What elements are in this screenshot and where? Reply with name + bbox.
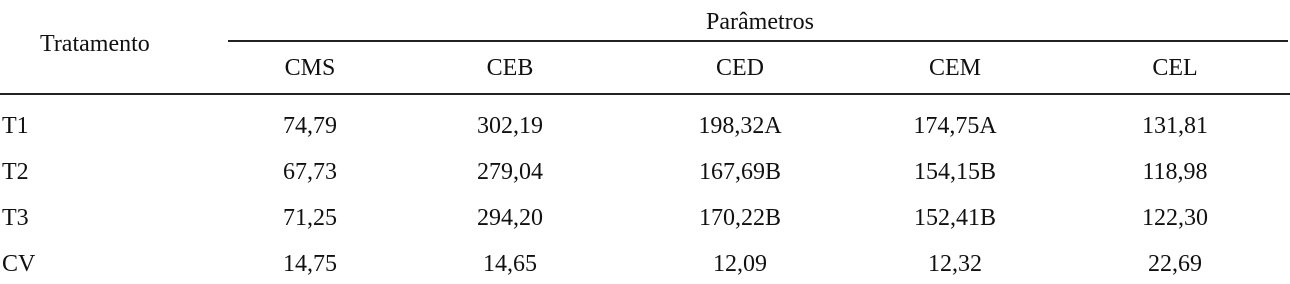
table-cell: 131,81 [1142,113,1208,139]
table-cell: 154,15B [913,159,996,185]
column-header-cem: CEM [928,55,981,81]
table-cell: 74,79 [283,113,337,139]
table-cell: 170,22B [698,205,781,231]
table-cell: 12,09 [713,251,767,277]
table-cell: 67,73 [283,159,337,185]
table-cell: 294,20 [477,205,543,231]
table-cell: 71,25 [283,205,337,231]
table-cell: 198,32A [698,113,782,139]
group-header-rule [228,40,1288,42]
header-bottom-rule [0,93,1290,95]
group-header: Parâmetros [706,9,814,35]
column-header-cel: CEL [1152,55,1198,81]
row-label: T2 [2,159,29,185]
row-label: T3 [2,205,29,231]
column-header-ceb: CEB [486,55,534,81]
column-header-cms: CMS [284,55,336,81]
row-header: Tratamento [40,31,150,57]
table-cell: 167,69B [698,159,781,185]
row-label: CV [2,251,36,277]
table-cell: 14,75 [283,251,337,277]
table-cell: 14,65 [483,251,537,277]
table-cell: 22,69 [1148,251,1202,277]
table-cell: 122,30 [1142,205,1208,231]
table-cell: 12,32 [928,251,982,277]
table-cell: 174,75A [913,113,997,139]
table-cell: 152,41B [913,205,996,231]
table-cell: 279,04 [477,159,543,185]
row-label: T1 [2,113,29,139]
column-header-ced: CED [716,55,764,81]
table-cell: 302,19 [477,113,543,139]
table-cell: 118,98 [1142,159,1208,185]
